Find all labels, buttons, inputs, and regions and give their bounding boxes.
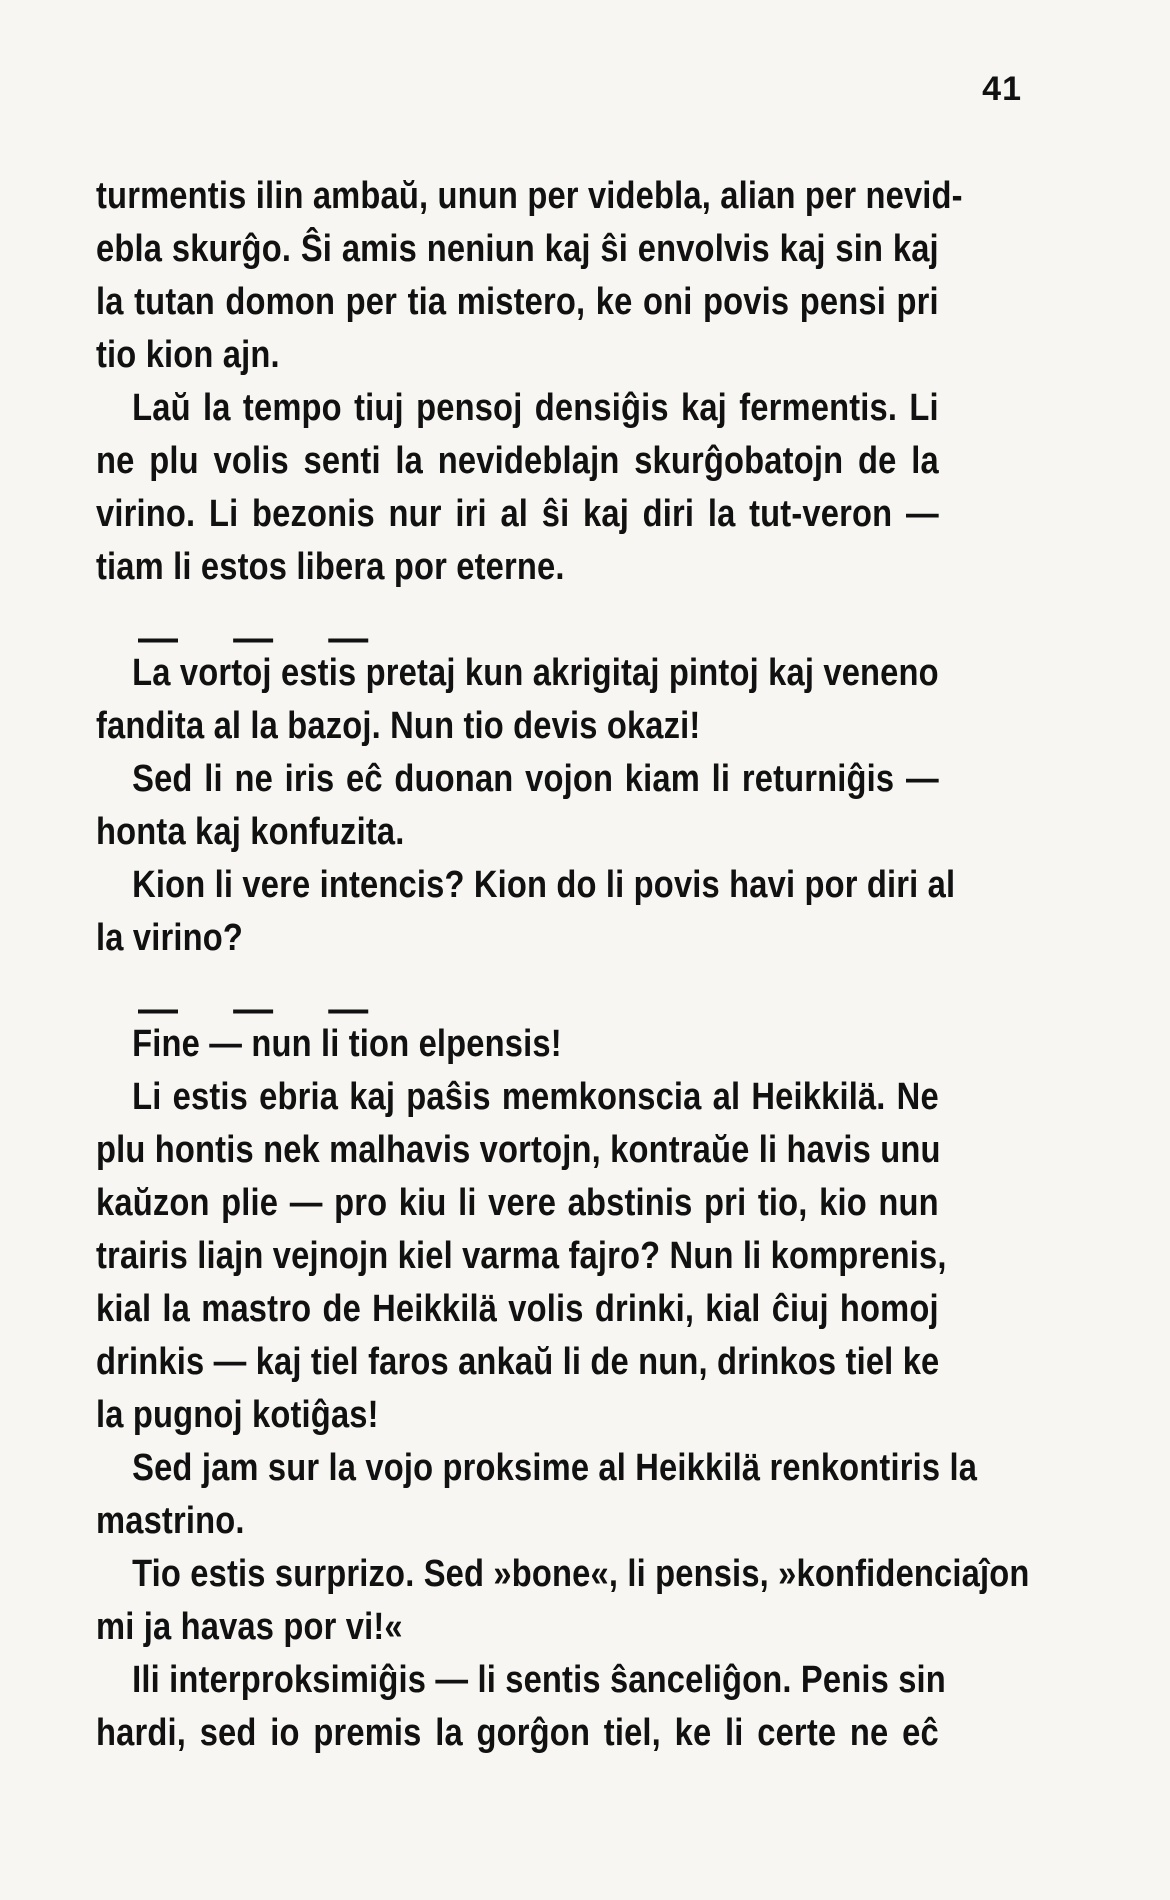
text-line: kaŭzon plie — pro kiu li vere abstinis pri tio, kio nun <box>96 1182 939 1224</box>
text-line: Kion li vere intencis? Kion do li povis havi por diri al <box>132 864 956 906</box>
text-line: plu hontis nek malhavis vortojn, kontraŭe li havis unu <box>96 1129 941 1171</box>
text-line: la tutan domon per tia mistero, ke oni povis pensi pri <box>96 281 939 323</box>
text-line: mi ja havas por vi!« <box>96 1606 403 1648</box>
text-line: Li estis ebria kaj paŝis memkonscia al Heikkilä. Ne <box>132 1076 939 1118</box>
separator-dashes: — — — <box>138 616 391 660</box>
text-line: Ili interproksimiĝis — li sentis ŝanceliĝon. Penis sin <box>132 1659 946 1701</box>
text-line: ebla skurĝo. Ŝi amis neniun kaj ŝi envolvis kaj sin kaj <box>96 228 939 270</box>
text-line: trairis liajn vejnojn kiel varma fajro? Nun li komprenis, <box>96 1235 947 1277</box>
text-line: Tio estis surprizo. Sed »bone«, li pensis, »konfidenciaĵon <box>132 1553 1030 1595</box>
text-line: tio kion ajn. <box>96 334 280 376</box>
body-text <box>96 170 1076 1760</box>
text-line: turmentis ilin ambaŭ, unun per videbla, alian per nevid- <box>96 175 963 217</box>
text-line: mastrino. <box>96 1500 245 1542</box>
text-line: virino. Li bezonis nur iri al ŝi kaj diri la tut-veron — <box>96 493 939 535</box>
text-line: la pugnoj kotiĝas! <box>96 1394 379 1436</box>
separator-dashes: — — — <box>138 987 391 1031</box>
section-separator <box>96 965 1076 1031</box>
text-line: Sed li ne iris eĉ duonan vojon kiam li returniĝis — <box>132 758 939 800</box>
text-line: ne plu volis senti la nevideblajn skurĝobatojn de la <box>96 440 939 482</box>
text-line: Sed jam sur la vojo proksime al Heikkilä renkontiris la <box>132 1447 978 1489</box>
section-separator <box>96 594 1076 660</box>
text-line: drinkis — kaj tiel faros ankaŭ li de nun, drinkos tiel ke <box>96 1341 940 1383</box>
text-line: La vortoj estis pretaj kun akrigitaj pintoj kaj veneno <box>132 652 939 694</box>
text-line: Fine — nun li tion elpensis! <box>132 1023 562 1065</box>
text-line: honta kaj konfuzita. <box>96 811 405 853</box>
text-line: Laŭ la tempo tiuj pensoj densiĝis kaj fermentis. Li <box>132 387 939 429</box>
text-line: fandita al la bazoj. Nun tio devis okazi! <box>96 705 701 747</box>
text-line: kial la mastro de Heikkilä volis drinki, kial ĉiuj homoj <box>96 1288 939 1330</box>
page-number: 41 <box>982 70 1022 108</box>
text-line: tiam li estos libera por eterne. <box>96 546 565 588</box>
text-line: hardi, sed io premis la gorĝon tiel, ke li certe ne eĉ <box>96 1712 939 1754</box>
text-line: la virino? <box>96 917 243 959</box>
